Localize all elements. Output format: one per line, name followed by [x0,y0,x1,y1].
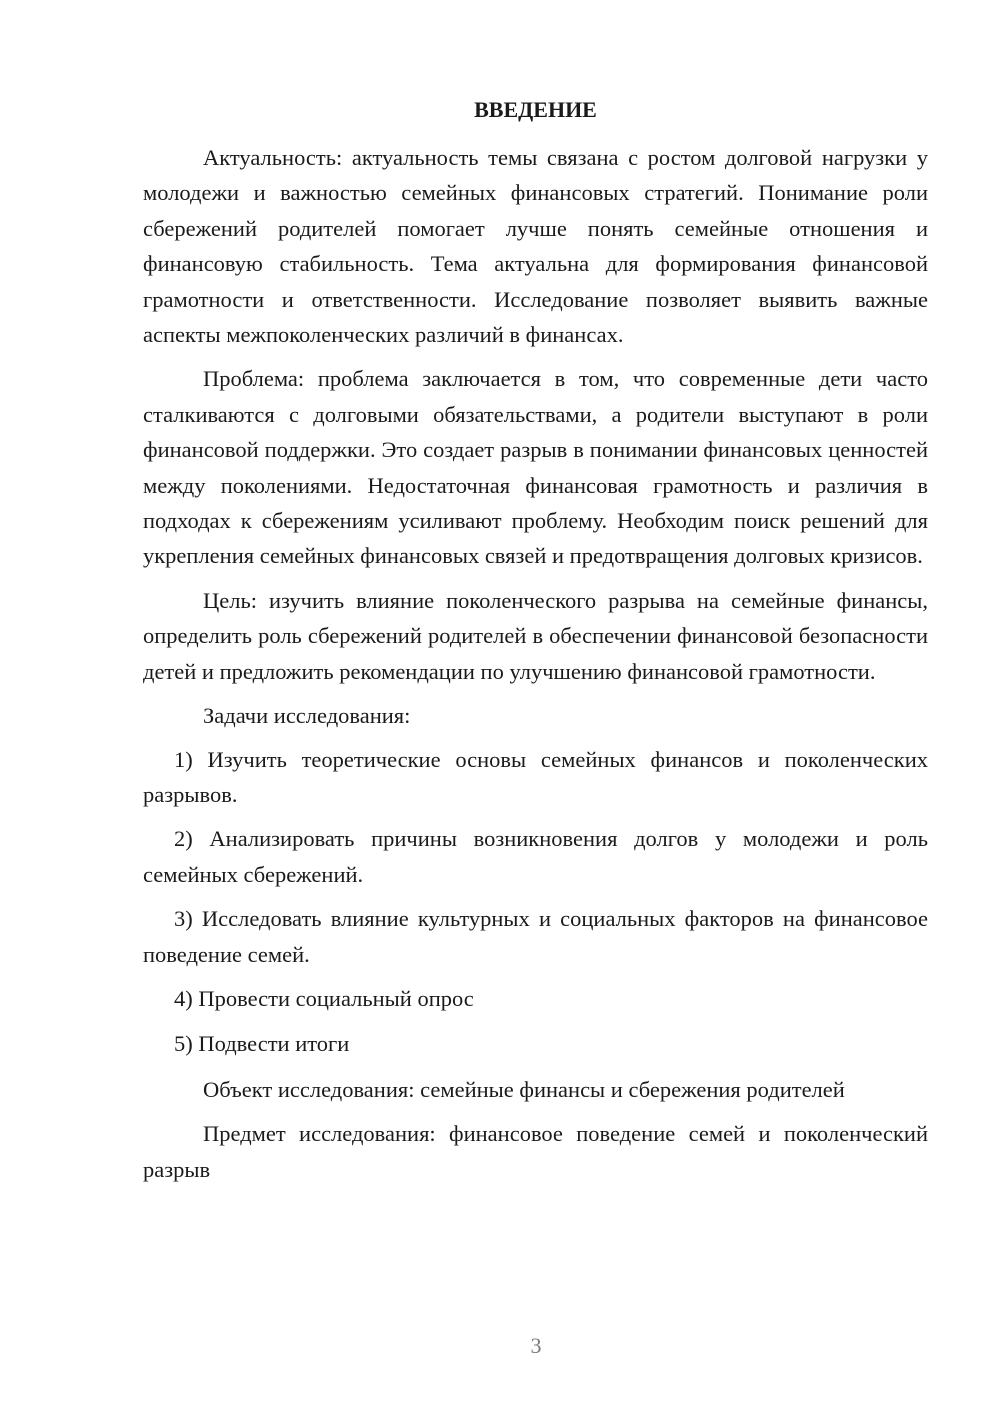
task-item-4: 4) Провести социальный опрос [174,985,474,1011]
tasks-heading: Задачи исследования: [203,703,411,729]
task-item-2: 2) Анализировать причины возникновения долгов у молодежи и роль семейных сбережений. [143,826,928,887]
relevance-paragraph: Актуальность: актуальность темы связана с ростом долговой нагрузки у молодежи и важностью семейных финансовых стратегий. Понимание роли сбережений родителей помогает лучше понять семейные отношения и финансовую стабильность. Тема актуальна для формирования финансовой грамотности и ответственности. Исследование позволяет выявить важные аспекты межпоколенческих различий в финансах. [143,145,928,348]
goal-paragraph: Цель: изучить влияние поколенческого разрыва на семейные финансы, определить роль сбережений родителей в обеспечении финансовой безопасности детей и предложить рекомендации по улучшению финансовой грамотности. [143,587,928,684]
task-item-1: 1) Изучить теоретические основы семейных финансов и поколенческих разрывов. [143,746,928,807]
research-subject-paragraph: Предмет исследования: финансовое поведение семей и поколенческий разрыв [143,1121,928,1182]
task-item-3: 3) Исследовать влияние культурных и социальных факторов на финансовое поведение семей. [143,906,928,967]
problem-paragraph: Проблема: проблема заключается в том, что современные дети часто сталкиваются с долговыми обязательствами, а родители выступают в роли финансовой поддержки. Это создает разрыв в понимании финансовых ценностей между поколениями. Недостаточная финансовая грамотность и различия в подходах к сбережениям усиливают проблему. Необходим поиск решений для укрепления семейных финансовых связей и предотвращения долговых кризисов. [143,366,928,569]
document-page [143,92,928,1196]
section-title: ВВЕДЕНИЕ [474,97,597,122]
task-item-5: 5) Подвести итоги [174,1031,350,1057]
research-object-paragraph: Объект исследования: семейные финансы и сбережения родителей [203,1076,845,1102]
page-number: 3 [530,1333,542,1358]
